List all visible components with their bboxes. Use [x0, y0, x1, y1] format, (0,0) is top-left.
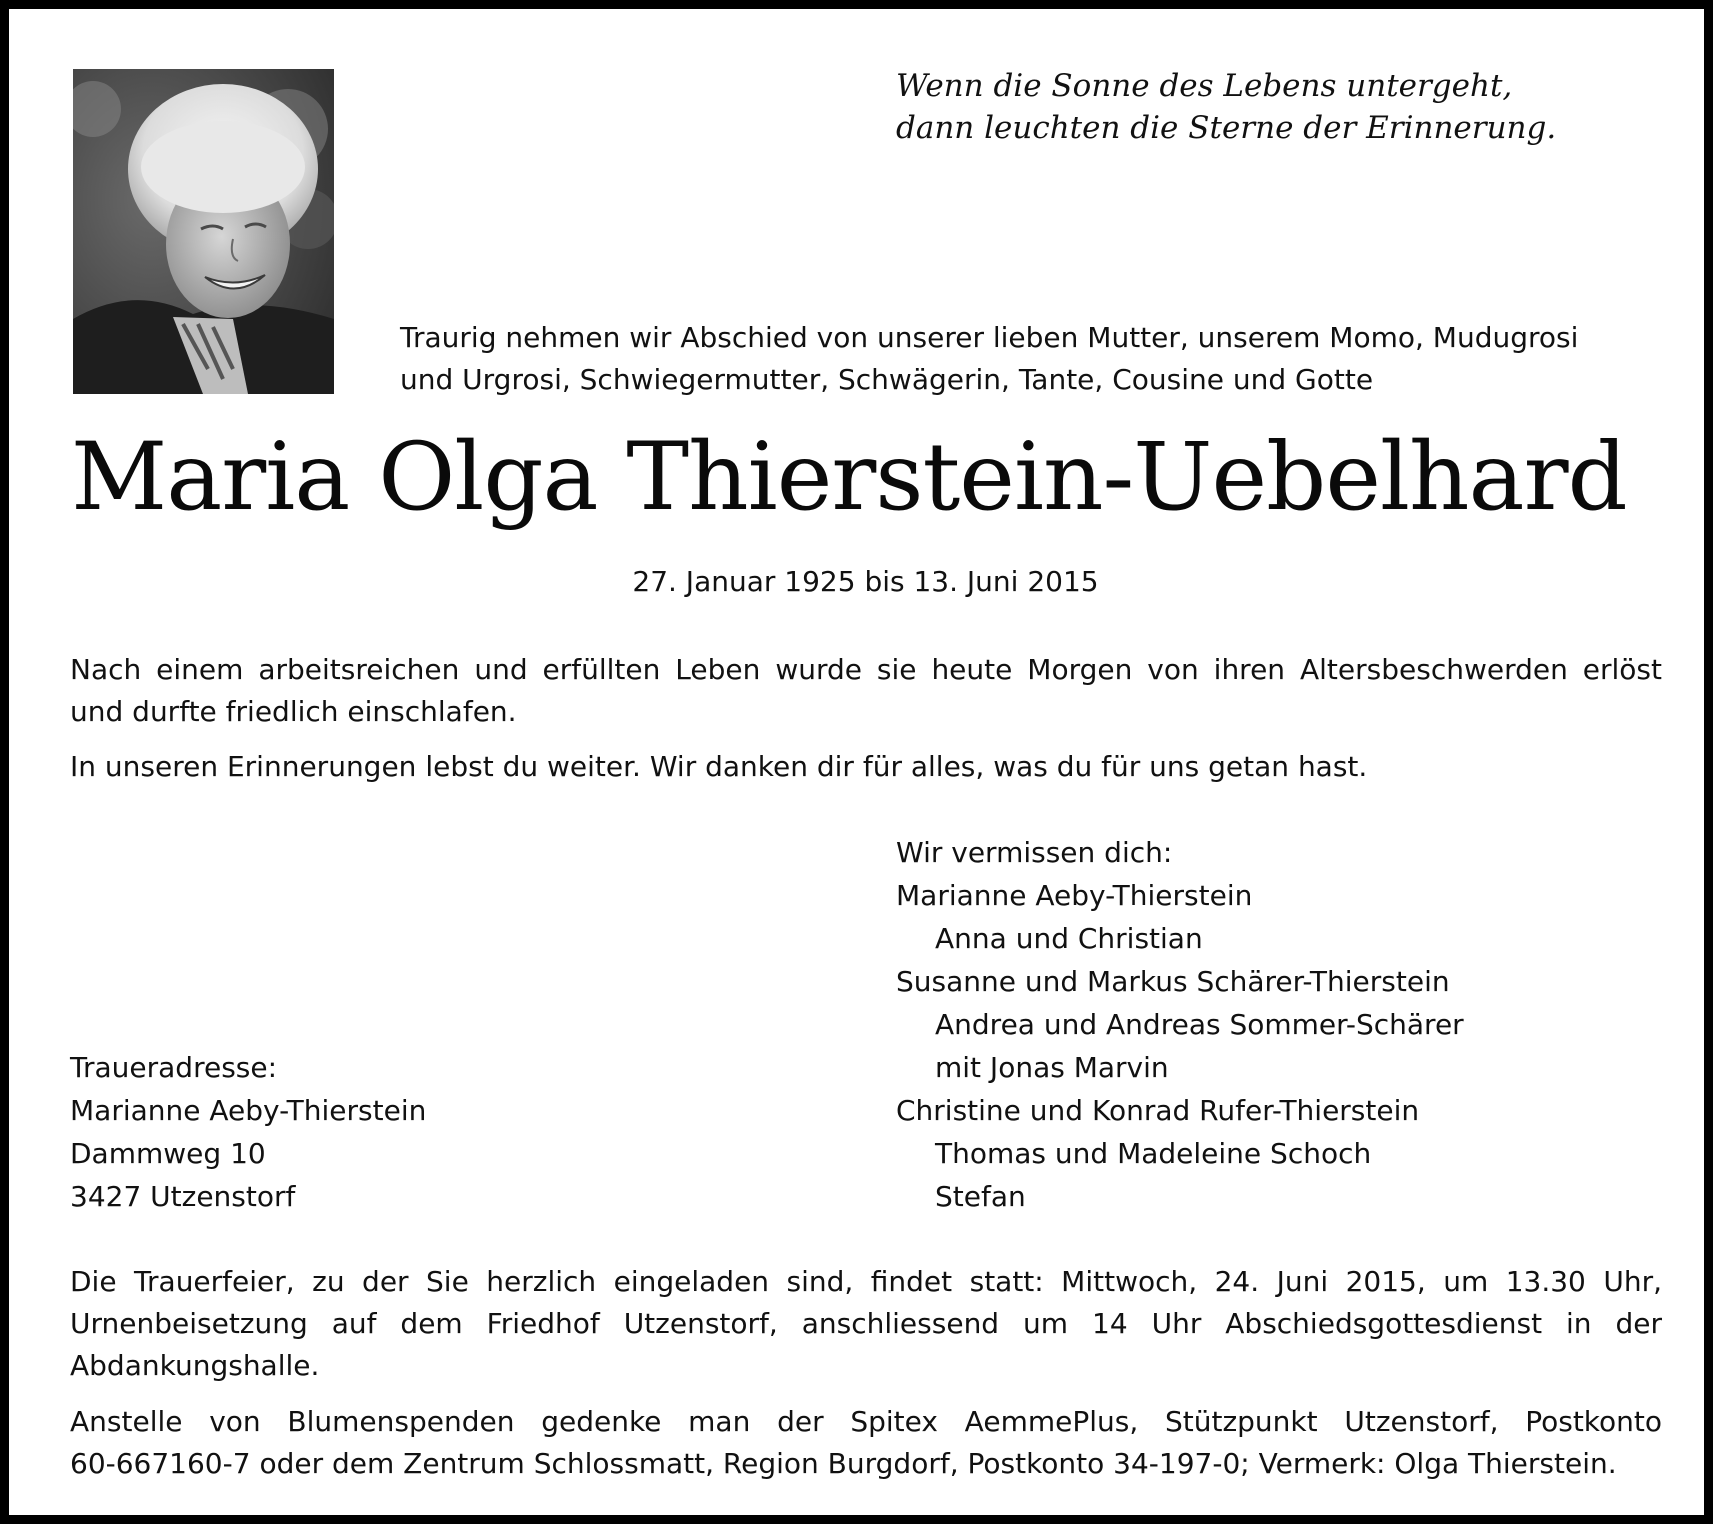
- mourners-heading: Wir vermissen dich:: [896, 836, 1173, 869]
- address-name: Marianne Aeby-Thierstein: [70, 1094, 427, 1127]
- mourner-name-line: Susanne und Markus Schärer-Thierstein: [896, 965, 1450, 998]
- donations-line-1: Anstelle von Blumenspenden gedenke man der Spitex AemmePlus, Stützpunkt Utzenstorf, Postkonto: [70, 1405, 1662, 1438]
- motto-quote: [896, 65, 1676, 149]
- motto-line-2: dann leuchten die Sterne der Erinnerung.: [896, 110, 1557, 146]
- address-label: Traueradresse:: [70, 1051, 278, 1084]
- mourner-family-line: Andrea und Andreas Sommer-Schärer: [935, 1008, 1464, 1041]
- memory-paragraph: [70, 746, 1662, 788]
- mourner-lines: [896, 874, 1676, 1218]
- mourner-name-line: Christine und Konrad Rufer-Thierstein: [896, 1094, 1420, 1127]
- farewell-line-2: und durfte friedlich einschlafen.: [70, 695, 517, 728]
- motto-line-1: Wenn die Sonne des Lebens untergeht,: [896, 68, 1513, 104]
- memory-line: In unseren Erinnerungen lebst du weiter. Wir danken dir für alles, was du für uns getan hast.: [70, 750, 1368, 783]
- mourning-address: [70, 1046, 770, 1218]
- intro-line-1: Traurig nehmen wir Abschied von unserer lieben Mutter, unserem Momo, Mudugrosi: [400, 321, 1579, 354]
- farewell-paragraph: [70, 649, 1662, 733]
- portrait-photo: [73, 69, 334, 394]
- ceremony-line-1: Die Trauerfeier, zu der Sie herzlich eingeladen sind, findet statt: Mittwoch, 24. Juni 2015, um 13.30 Uhr,: [70, 1265, 1662, 1298]
- mourner-name-line: Marianne Aeby-Thierstein: [896, 879, 1253, 912]
- mourner-family-line: mit Jonas Marvin: [935, 1051, 1169, 1084]
- ceremony-line-2: Urnenbeisetzung auf dem Friedhof Utzenstorf, anschliessend um 14 Uhr Abschiedsgottesdienst in der: [70, 1307, 1662, 1340]
- donations-paragraph: [70, 1401, 1662, 1485]
- intro-text: [400, 317, 1670, 401]
- address-street: Dammweg 10: [70, 1137, 266, 1170]
- portrait-photo-image: [73, 69, 334, 394]
- mourner-family-line: Stefan: [935, 1180, 1026, 1213]
- donations-line-2: 60-667160-7 oder dem Zentrum Schlossmatt, Region Burgdorf, Postkonto 34-197-0; Vermerk: Olga Thierstein.: [70, 1447, 1617, 1480]
- life-dates: 27. Januar 1925 bis 13. Juni 2015: [632, 565, 1099, 598]
- ceremony-line-3: Abdankungshalle.: [70, 1349, 320, 1382]
- address-city: 3427 Utzenstorf: [70, 1180, 296, 1213]
- mourner-family-line: Thomas und Madeleine Schoch: [935, 1137, 1372, 1170]
- intro-line-2: und Urgrosi, Schwiegermutter, Schwägerin, Tante, Cousine und Gotte: [400, 363, 1374, 396]
- deceased-name: Maria Olga Thierstein-Uebelhard: [71, 423, 1627, 532]
- mourners-list: [896, 831, 1676, 1218]
- farewell-line-1: Nach einem arbeitsreichen und erfüllten Leben wurde sie heute Morgen von ihren Altersbeschwerden erlöst: [70, 653, 1662, 686]
- ceremony-paragraph: [70, 1261, 1662, 1387]
- mourner-family-line: Anna und Christian: [935, 922, 1203, 955]
